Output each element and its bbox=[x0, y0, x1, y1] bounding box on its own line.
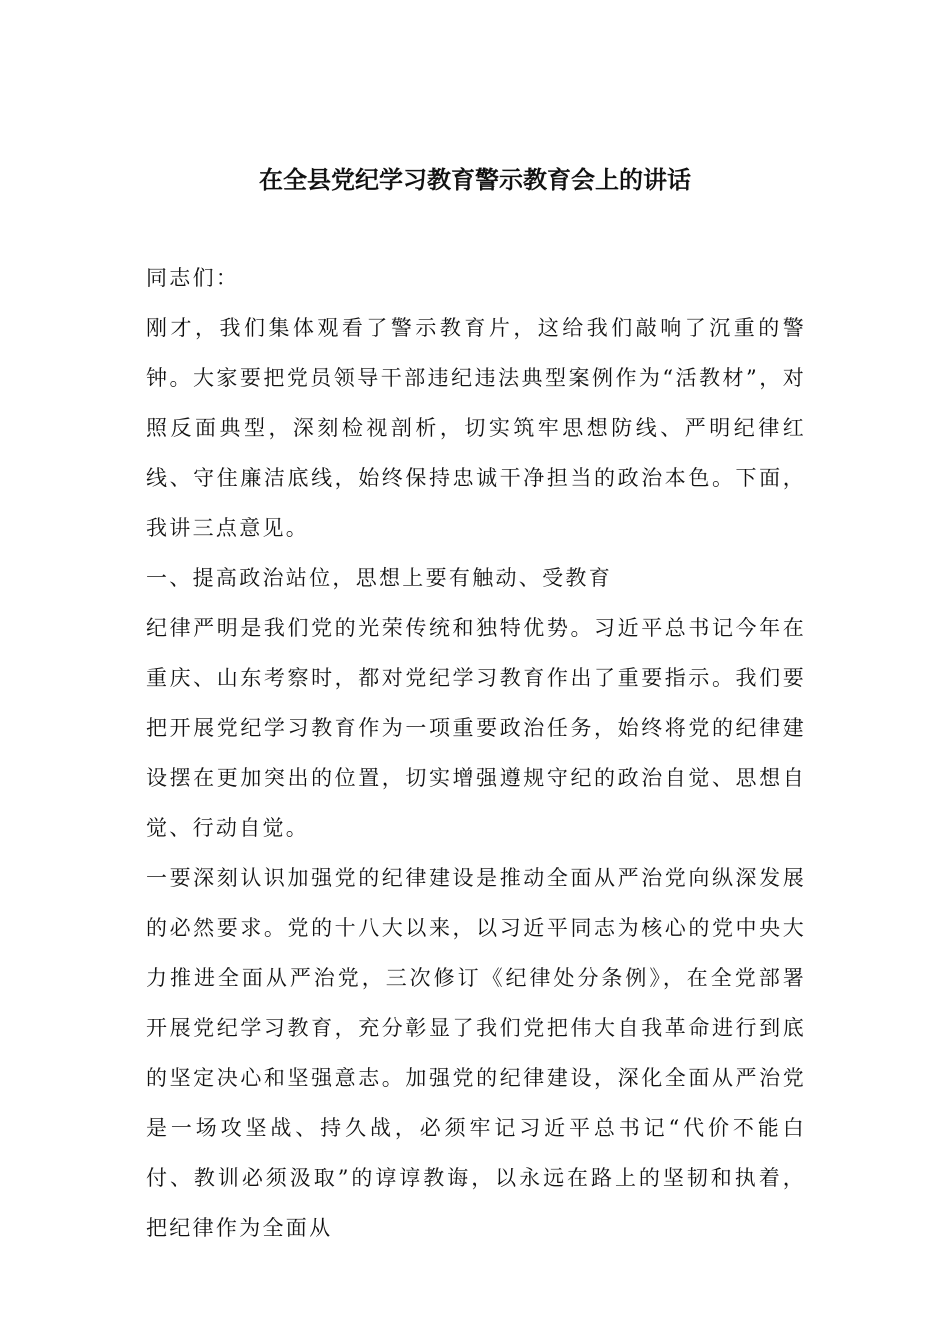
intro-paragraph: 刚才，我们集体观看了警示教育片，这给我们敲响了沉重的警钟。大家要把党员领导干部违纪违法典型案例作为“活教材”，对照反面典型，深刻检视剖析，切实筑牢思想防线、严明纪律红线、守住廉洁底线，始终保持忠诚干净担当的政治本色。下面，我讲三点意见。 bbox=[146, 316, 806, 540]
document-title: 在全县党纪学习教育警示教育会上的讲话 bbox=[259, 166, 691, 194]
paragraph-2: 一要深刻认识加强党的纪律建设是推动全面从严治党向纵深发展的必然要求。党的十八大以来，以习近平同志为核心的党中央大力推进全面从严治党，三次修订《纪律处分条例》，在全党部署开展党纪学习教育，充分彰显了我们党把伟大自我革命进行到底的坚定决心和坚强意志。加强党的纪律建设，深化全面从严治党是一场攻坚战、持久战，必须牢记习近平总书记“代价不能白付、教训必须汲取”的谆谆教诲，以永远在路上的坚韧和执着，把纪律作为全面从 bbox=[146, 866, 806, 1240]
section-heading-1: 一、提高政治站位，思想上要有触动、受教育 bbox=[146, 566, 612, 590]
paragraph-1: 纪律严明是我们党的光荣传统和独特优势。习近平总书记今年在重庆、山东考察时，都对党纪学习教育作出了重要指示。我们要把开展党纪学习教育作为一项重要政治任务，始终将党的纪律建设摆在更加突出的位置，切实增强遵规守纪的政治自觉、思想自觉、行动自觉。 bbox=[146, 616, 806, 840]
salutation: 同志们： bbox=[146, 266, 240, 290]
document-body bbox=[146, 253, 806, 1253]
